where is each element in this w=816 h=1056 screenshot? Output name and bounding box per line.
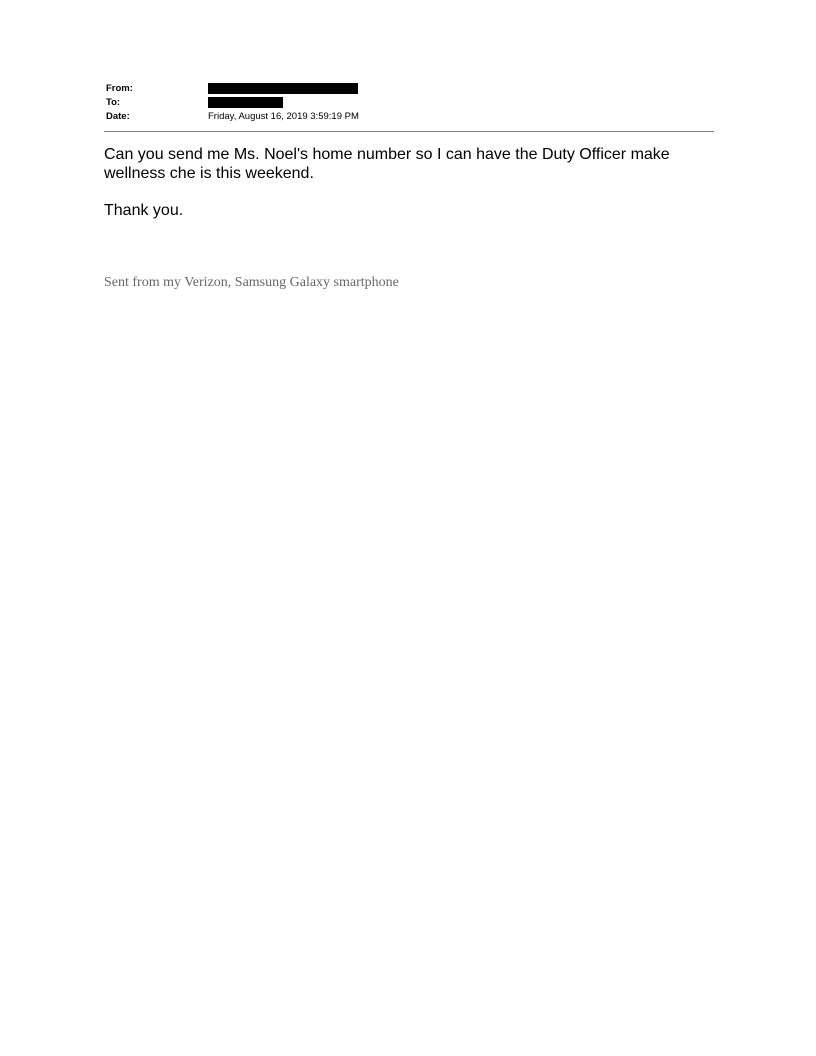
to-label: To: [106,97,121,108]
body-paragraph-2: Thank you. [104,202,184,219]
header-divider [104,131,714,132]
email-body [104,145,704,238]
email-header [106,82,714,124]
body-paragraph-1: Can you send me Ms. Noel's home number so I can have the Duty Officer make wellness che is this weekend. [104,146,670,182]
to-redaction [208,97,283,108]
from-row [106,82,714,96]
email-signature: Sent from my Verizon, Samsung Galaxy smartphone [104,275,399,290]
date-value: Friday, August 16, 2019 3:59:19 PM [208,111,359,122]
from-redaction [208,83,358,94]
from-label: From: [106,83,133,94]
date-label: Date: [106,111,130,122]
to-row [106,96,714,110]
date-row [106,110,714,124]
